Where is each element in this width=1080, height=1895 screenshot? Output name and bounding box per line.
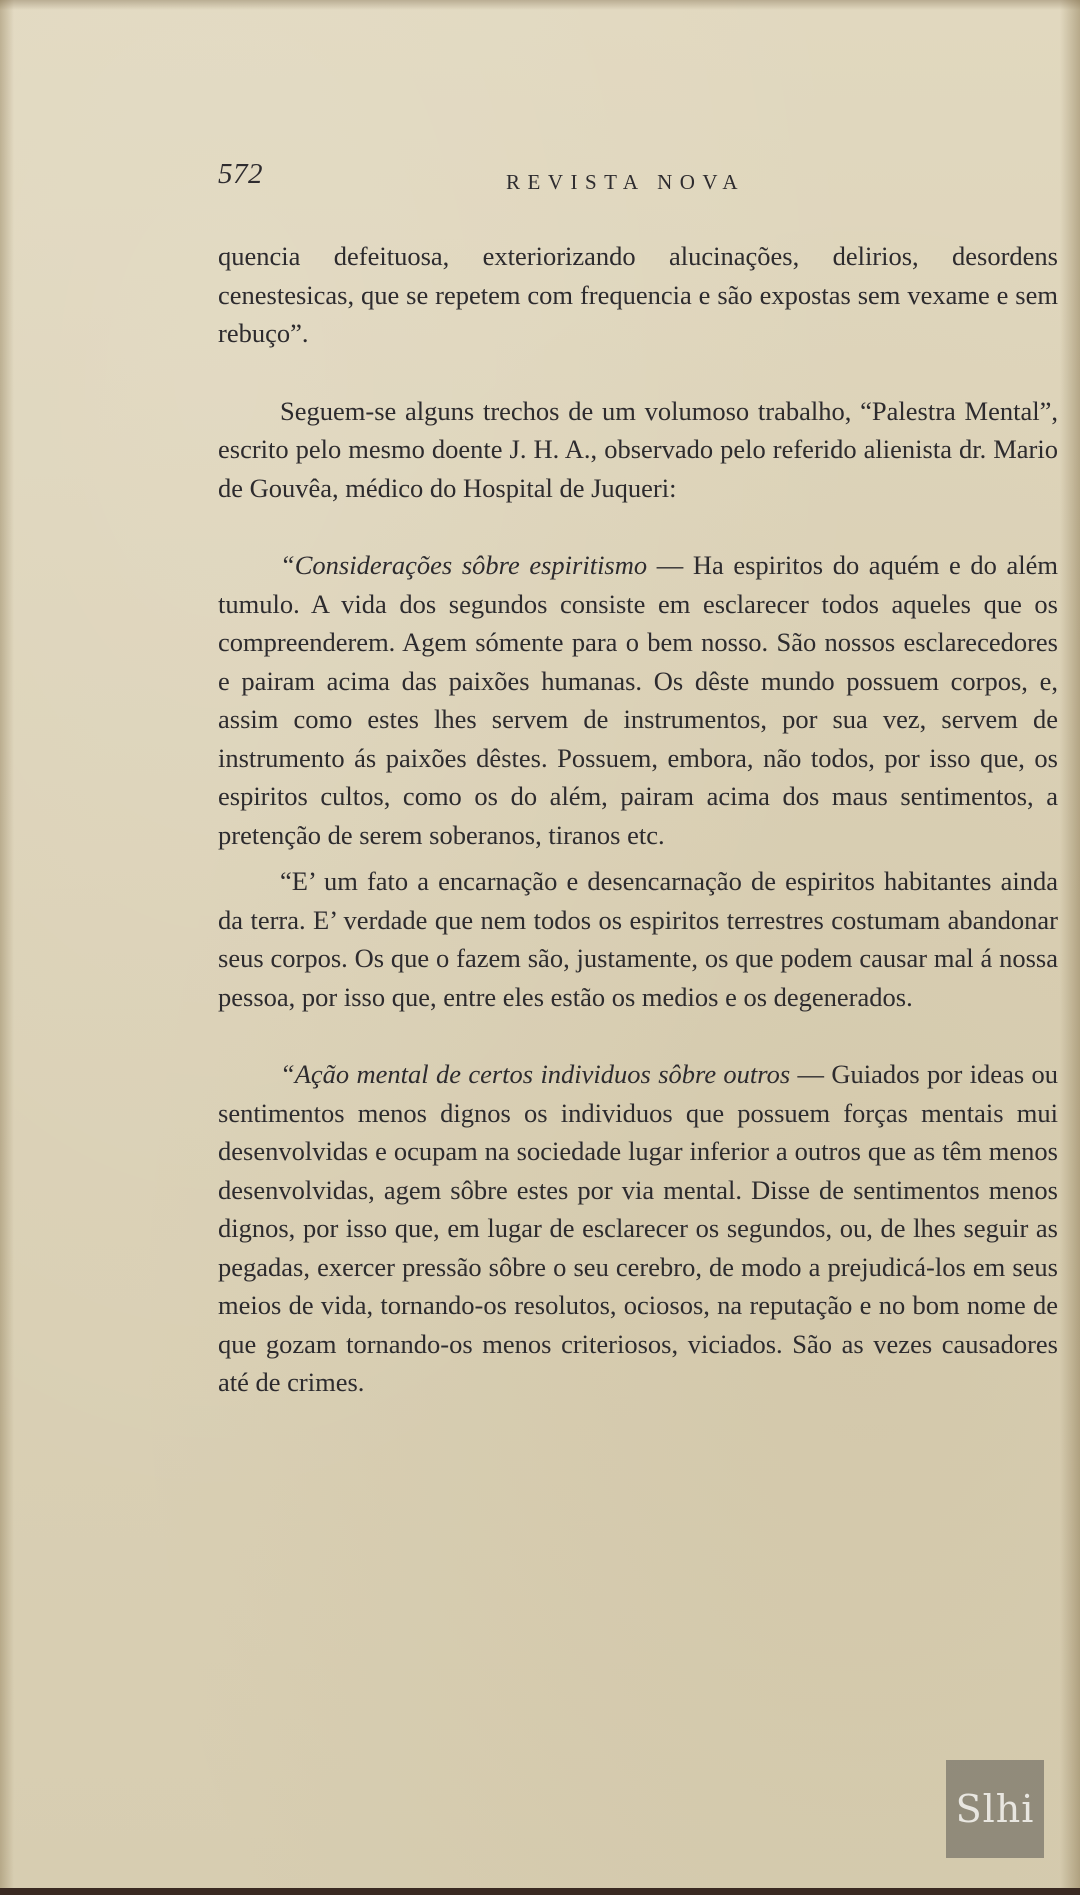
watermark-text: Slhi	[955, 1787, 1035, 1831]
article-body	[218, 237, 1058, 1402]
paragraph-text: Seguem-se alguns trechos de um volumoso trabalho, “Palestra Mental”, escrito pelo mesmo doente J. H. A., observado pelo referido alienista dr. Mario de Gouvêa, médico do Hospital de Juqueri:	[218, 395, 1058, 503]
page-top-edge	[0, 0, 1080, 10]
section-heading-italic: “Considerações sôbre espiritismo	[280, 550, 648, 580]
paragraph-text: quencia defeituosa, exteriorizando alucinações, delirios, desordens cenestesicas, que se repetem com frequencia e são expostas sem vexame e sem rebuço”.	[218, 241, 1058, 348]
paragraph-text: — Ha espiritos do aquém e do além tumulo. A vida dos segundos consiste em esclarecer todos aqueles que os compreenderem. Agem sómente para o bem nosso. São nossos esclarecedores e pairam acima das paixões humanas. Os dêste mundo possuem corpos, e, assim como estes lhes servem de instrumentos, por sua vez, servem de instrumento ás paixões dêstes. Possuem, embora, não todos, por isso que, os espiritos cultos, como os do além, pairam acima dos maus sentimentos, a pretenção de serem soberanos, tiranos etc.	[218, 550, 1058, 850]
paragraph-intro-quote	[218, 392, 1058, 508]
page-number: 572	[218, 158, 263, 190]
library-watermark-logo	[946, 1760, 1044, 1858]
section-heading-italic: “Ação mental de certos individuos sôbre outros	[280, 1059, 791, 1089]
paragraph-continuation	[218, 237, 1058, 353]
paragraph-text: — Guiados por ideas ou sentimentos menos dignos os individuos que possuem forças mentais mui desenvolvidas e ocupam na sociedade lugar inferior a outros que as têm menos desenvolvidas, agem sôbre estes por via mental. Disse de sentimentos menos dignos, por isso que, em lugar de esclarecer os segundos, ou, de lhes seguir as pegadas, exercer pressão sôbre o seu cerebro, de modo a prejudicá-los em seus meios de vida, tornando-os resolutos, ociosos, na reputação e no bom nome de que gozam tornando-os menos criteriosos, viciados. São as vezes causadores até de crimes.	[218, 1059, 1058, 1397]
paragraph-text: “E’ um fato a encarnação e desencarnação de espiritos habitantes ainda da terra. E’ verdade que nem todos os espiritos terrestres costumam abandonar seus corpos. Os que o fazem são, justamente, os que podem causar mal á nossa pessoa, por isso que, entre eles estão os medios e os degenerados.	[218, 866, 1058, 1012]
page-bottom-edge	[0, 1888, 1080, 1895]
page-right-edge	[1060, 0, 1080, 1895]
paragraph-mental-action	[218, 1055, 1058, 1402]
page-left-edge	[0, 0, 14, 1895]
running-header-title: REVISTA NOVA	[506, 170, 746, 194]
paragraph-spiritism	[218, 546, 1058, 854]
paragraph-incarnation	[218, 862, 1058, 1016]
